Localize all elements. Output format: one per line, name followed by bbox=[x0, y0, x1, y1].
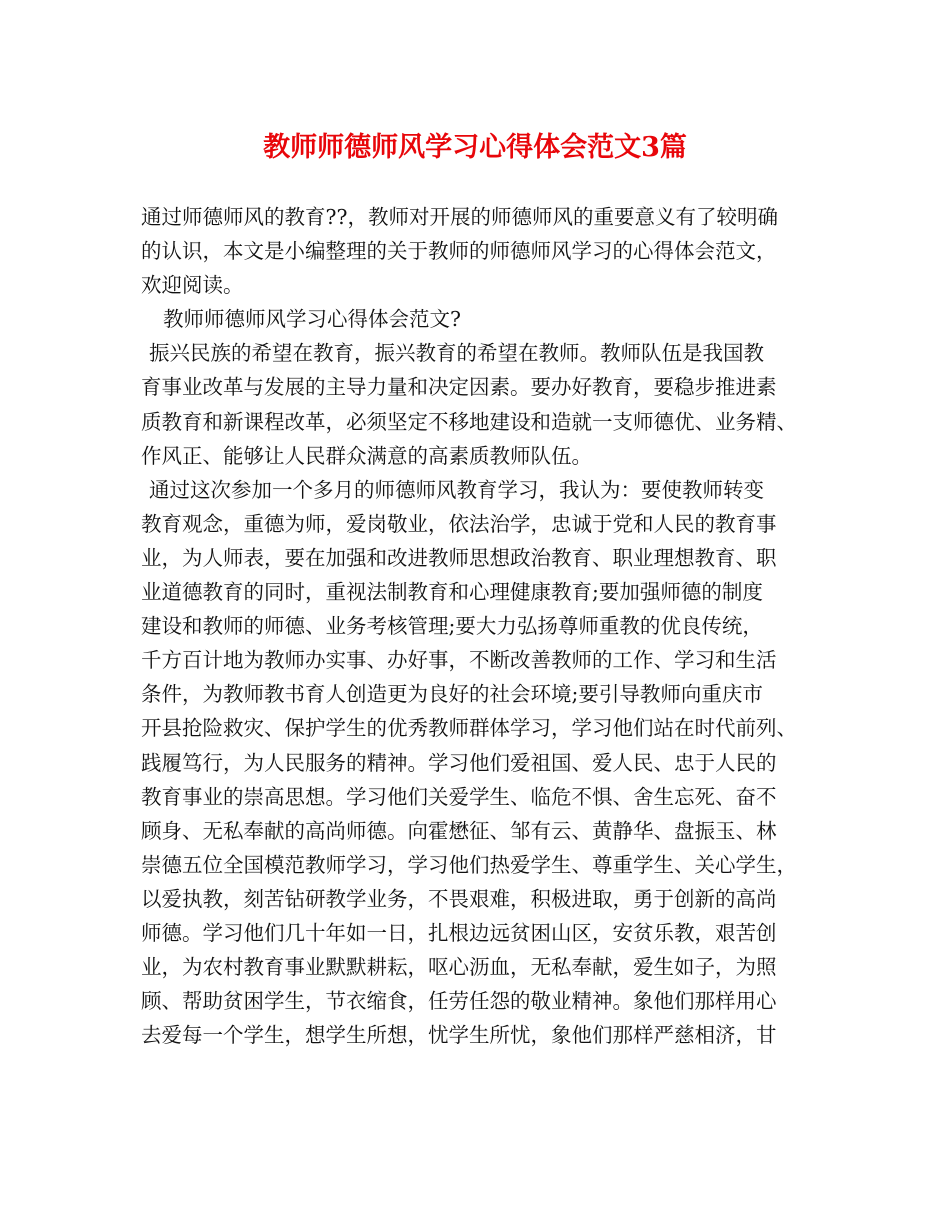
text-line: 业，为农村教育事业默默耕耘，呕心沥血，无私奉献，爱生如子，为照 bbox=[141, 955, 777, 980]
text-line: 育事业改革与发展的主导力量和决定因素。要办好教育，要稳步推进素 bbox=[141, 375, 777, 400]
text-line: 教育事业的崇高思想。学习他们关爱学生、临危不惧、舍生忘死、奋不 bbox=[141, 784, 777, 809]
text-line: 欢迎阅读。 bbox=[141, 273, 244, 298]
text-line: 千方百计地为教师办实事、办好事，不断改善教师的工作、学习和生活 bbox=[141, 648, 777, 673]
text-line: 师德。学习他们几十年如一日，扎根边远贫困山区，安贫乐教，艰苦创 bbox=[141, 920, 777, 945]
text-line: 业，为人师表，要在加强和改进教师思想政治教育、职业理想教育、职 bbox=[141, 545, 777, 570]
text-line: 作风正、能够让人民群众满意的高素质教师队伍。 bbox=[141, 443, 592, 468]
document-body bbox=[141, 200, 831, 1052]
text-line: 顾身、无私奉献的高尚师德。向霍懋征、邹有云、黄静华、盘振玉、林 bbox=[141, 818, 777, 843]
text-line: 振兴民族的希望在教育，振兴教育的希望在教师。教师队伍是我国教 bbox=[149, 341, 764, 366]
text-line: 崇德五位全国模范教师学习，学习他们热爱学生、尊重学生、关心学生， bbox=[141, 852, 797, 877]
text-line: 顾、帮助贫困学生，节衣缩食，任劳任怨的敬业精神。象他们那样用心 bbox=[141, 989, 777, 1014]
text-line: 质教育和新课程改革，必须坚定不移地建设和造就一支师德优、业务精、 bbox=[141, 409, 797, 434]
text-line: 践履笃行，为人民服务的精神。学习他们爱祖国、爱人民、忠于人民的 bbox=[141, 750, 777, 775]
text-line: 教育观念，重德为师，爱岗敬业，依法治学，忠诚于党和人民的教育事 bbox=[141, 511, 777, 536]
text-line: 通过师德师风的教育??，教师对开展的师德师风的重要意义有了较明确 bbox=[141, 205, 778, 229]
text-line: 通过这次参加一个多月的师德师风教育学习，我认为：要使教师转变 bbox=[149, 477, 764, 502]
text-line: 去爱每一个学生，想学生所想，忧学生所忧，象他们那样严慈相济，甘 bbox=[141, 1023, 777, 1048]
text-line: 建设和教师的师德、业务考核管理;要大力弘扬尊师重教的优良传统， bbox=[141, 614, 763, 639]
text-line: 条件，为教师教书育人创造更为良好的社会环境;要引导教师向重庆市 bbox=[141, 682, 763, 707]
document-title: 教师师德师风学习心得体会范文3篇 bbox=[263, 132, 687, 163]
text-line: 业道德教育的同时，重视法制教育和心理健康教育;要加强师德的制度 bbox=[141, 580, 763, 605]
text-line: 以爱执教，刻苦钻研教学业务，不畏艰难，积极进取，勇于创新的高尚 bbox=[141, 886, 777, 911]
text-line: 开县抢险救灾、保护学生的优秀教师群体学习，学习他们站在时代前列、 bbox=[141, 716, 797, 741]
text-line: 的认识，本文是小编整理的关于教师的师德师风学习的心得体会范文， bbox=[141, 239, 777, 264]
text-line: 教师师德师风学习心得体会范文? bbox=[163, 307, 461, 332]
